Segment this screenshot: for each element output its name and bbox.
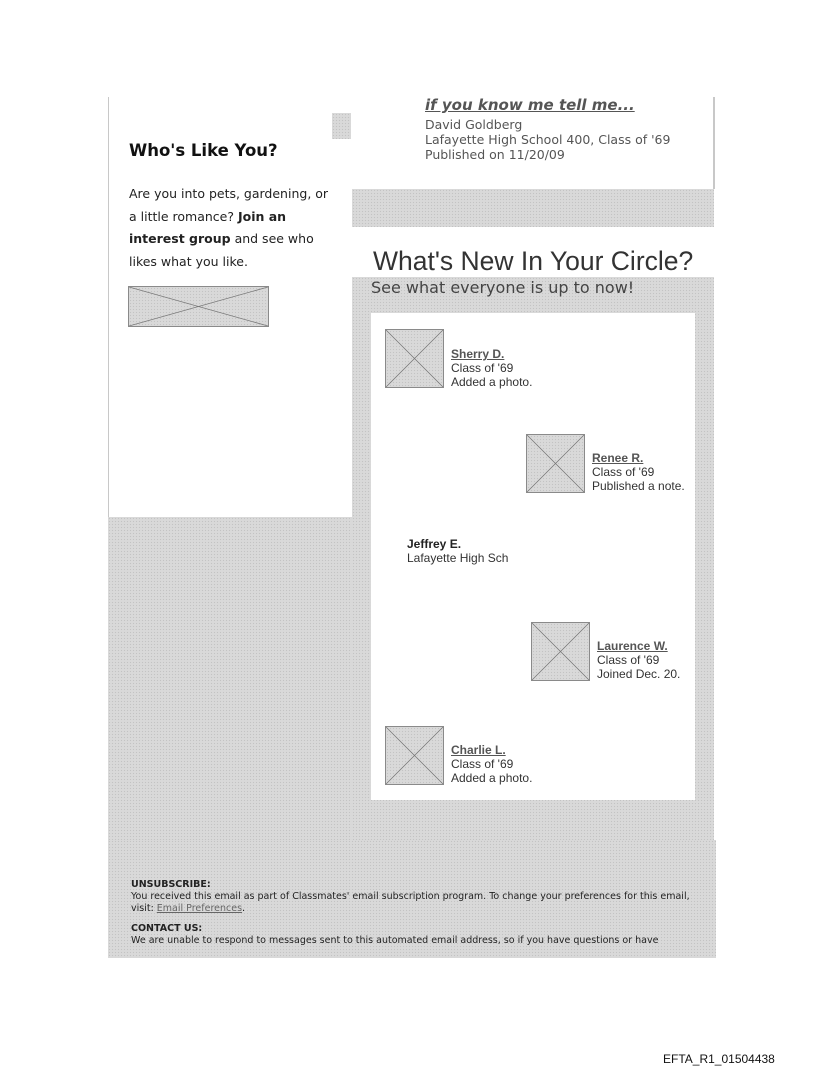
circle-subheading: See what everyone is up to now! bbox=[371, 278, 635, 297]
member-class: Class of '69 bbox=[451, 361, 514, 375]
member-name-link[interactable]: Renee R. bbox=[592, 451, 644, 465]
list-item bbox=[451, 743, 532, 785]
whos-like-you-heading: Who's Like You? bbox=[129, 141, 278, 160]
avatar[interactable] bbox=[385, 329, 444, 388]
member-name-link[interactable]: Charlie L. bbox=[451, 743, 506, 757]
article-title-link[interactable]: if you know me tell me... bbox=[425, 96, 635, 114]
member-activity: Added a photo. bbox=[451, 771, 533, 785]
list-item bbox=[592, 451, 685, 493]
contact-heading: CONTACT US: bbox=[131, 923, 203, 934]
member-class: Class of '69 bbox=[597, 653, 660, 667]
join-interest-group-link[interactable]: Join an interest group bbox=[129, 208, 287, 246]
unsubscribe-text bbox=[131, 891, 701, 915]
column-border bbox=[108, 97, 109, 517]
article-school: Lafayette High School 400, Class of '69 bbox=[425, 132, 671, 147]
unsubscribe-period: . bbox=[242, 903, 246, 914]
avatar[interactable] bbox=[531, 622, 590, 681]
avatar[interactable] bbox=[385, 726, 444, 785]
list-item bbox=[597, 639, 680, 681]
member-activity: Added a photo. bbox=[451, 375, 533, 389]
list-item bbox=[451, 347, 532, 389]
whos-like-you-text bbox=[129, 183, 334, 273]
list-item bbox=[407, 537, 508, 565]
avatar[interactable] bbox=[526, 434, 585, 493]
member-class: Class of '69 bbox=[451, 757, 514, 771]
article-author: David Goldberg bbox=[425, 117, 523, 132]
member-name-link[interactable]: Sherry D. bbox=[451, 347, 505, 361]
column-border bbox=[713, 97, 715, 189]
whos-like-you-outro: and see who likes what you like. bbox=[129, 231, 314, 269]
document-id: EFTA_R1_01504438 bbox=[663, 1052, 775, 1066]
member-class: Class of '69 bbox=[592, 465, 655, 479]
divider-band bbox=[352, 189, 714, 227]
circle-heading: What's New In Your Circle? bbox=[373, 246, 694, 276]
contact-text: We are unable to respond to messages sent to this automated email address, so if you have questions or have bbox=[131, 935, 659, 946]
member-activity: Published a note. bbox=[592, 479, 685, 493]
spacer-image bbox=[332, 113, 351, 139]
unsubscribe-body: You received this email as part of Classmates' email subscription program. To change your preferences for this email, visit: bbox=[131, 891, 690, 914]
member-name: Jeffrey E. bbox=[407, 537, 462, 551]
footer-text bbox=[131, 879, 701, 947]
left-column-shade bbox=[108, 517, 352, 840]
member-activity: Joined Dec. 20. bbox=[597, 667, 681, 681]
article-date: Published on 11/20/09 bbox=[425, 147, 565, 162]
email-preferences-link[interactable]: Email Preferences bbox=[156, 903, 243, 914]
member-school: Lafayette High Sch bbox=[407, 551, 509, 565]
interest-group-image[interactable] bbox=[128, 286, 269, 327]
unsubscribe-heading: UNSUBSCRIBE: bbox=[131, 879, 211, 890]
whos-like-you-intro: Are you into pets, gardening, or a little romance? bbox=[129, 186, 329, 224]
member-name-link[interactable]: Laurence W. bbox=[597, 639, 668, 653]
